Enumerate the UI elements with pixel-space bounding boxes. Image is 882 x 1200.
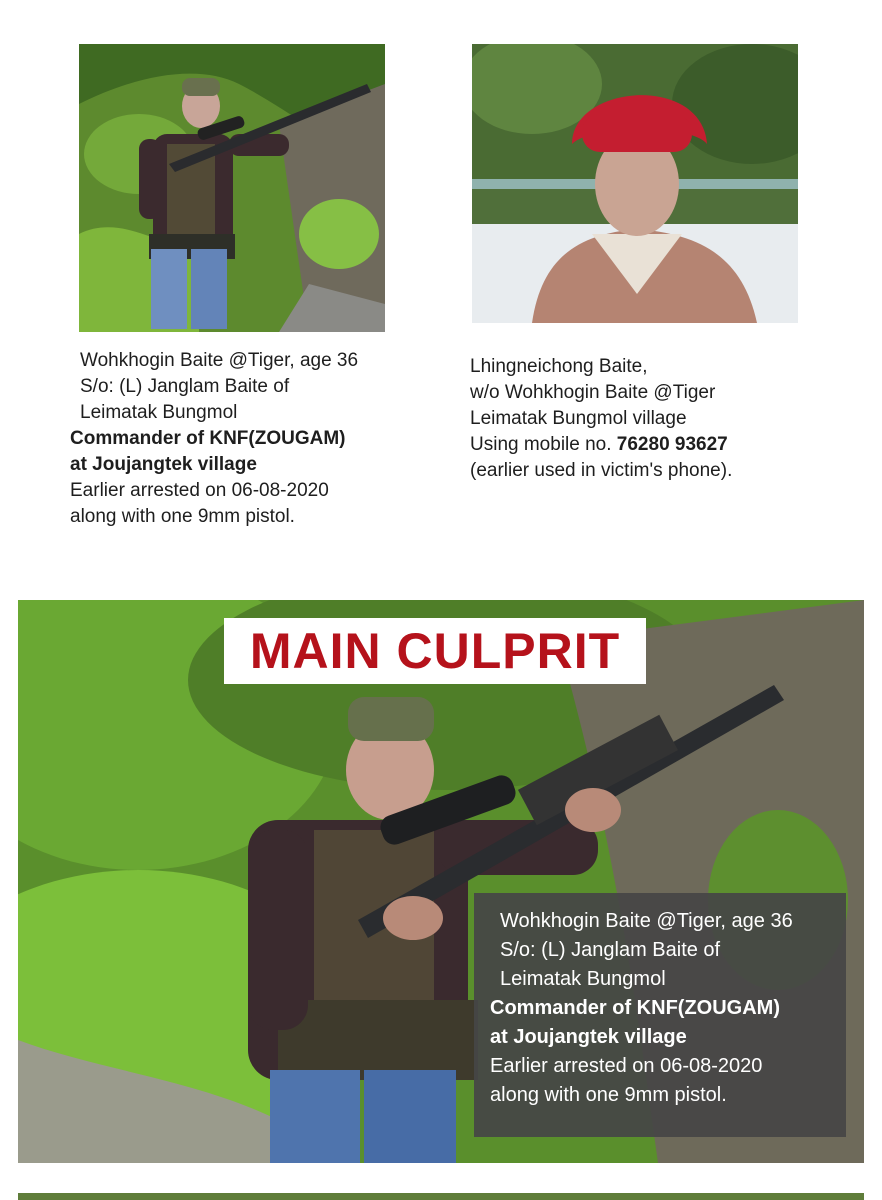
suspect-photo (79, 44, 385, 332)
suspect-role-line: Commander of KNF(ZOUGAM) (70, 428, 346, 449)
suspect-caption (70, 348, 358, 530)
woman-photo-icon (472, 44, 798, 323)
suspect-village-line: at Joujangtek village (70, 454, 257, 475)
main-culprit-info-box (474, 893, 846, 1137)
culprit-name-line: Wohkhogin Baite @Tiger, age 36 (500, 910, 793, 932)
culprit-pistol-line: along with one 9mm pistol. (490, 1084, 727, 1106)
culprit-location-line: Leimatak Bungmol (500, 968, 666, 990)
wife-mobile-number: 76280 93627 (616, 434, 728, 455)
wife-caption (470, 354, 732, 484)
suspect-arrest-line: Earlier arrested on 06-08-2020 (70, 480, 329, 501)
wife-mobile-label: Using mobile no. (470, 434, 617, 455)
suspect-name-line: Wohkhogin Baite @Tiger, age 36 (80, 350, 359, 371)
wife-village-line: Leimatak Bungmol village (470, 408, 687, 429)
culprit-parent-line: S/o: (L) Janglam Baite of (500, 939, 721, 961)
main-culprit-title: MAIN CULPRIT (249, 623, 621, 679)
culprit-village-line: at Joujangtek village (490, 1026, 687, 1048)
suspect-parent-line: S/o: (L) Janglam Baite of (80, 376, 290, 397)
wife-photo (472, 44, 798, 323)
wife-phone-note-line: (earlier used in victim's phone). (470, 460, 733, 481)
culprit-role-line: Commander of KNF(ZOUGAM) (490, 997, 780, 1019)
wife-name-line: Lhingneichong Baite, (470, 356, 648, 377)
next-photo-edge (18, 1193, 864, 1200)
culprit-arrest-line: Earlier arrested on 06-08-2020 (490, 1055, 763, 1077)
suspect-location-line: Leimatak Bungmol (80, 402, 238, 423)
armed-man-photo-icon (79, 44, 385, 332)
main-culprit-banner (224, 618, 646, 684)
wife-relation-line: w/o Wohkhogin Baite @Tiger (470, 382, 716, 403)
suspect-pistol-line: along with one 9mm pistol. (70, 506, 295, 527)
wife-mobile-line (470, 432, 732, 458)
